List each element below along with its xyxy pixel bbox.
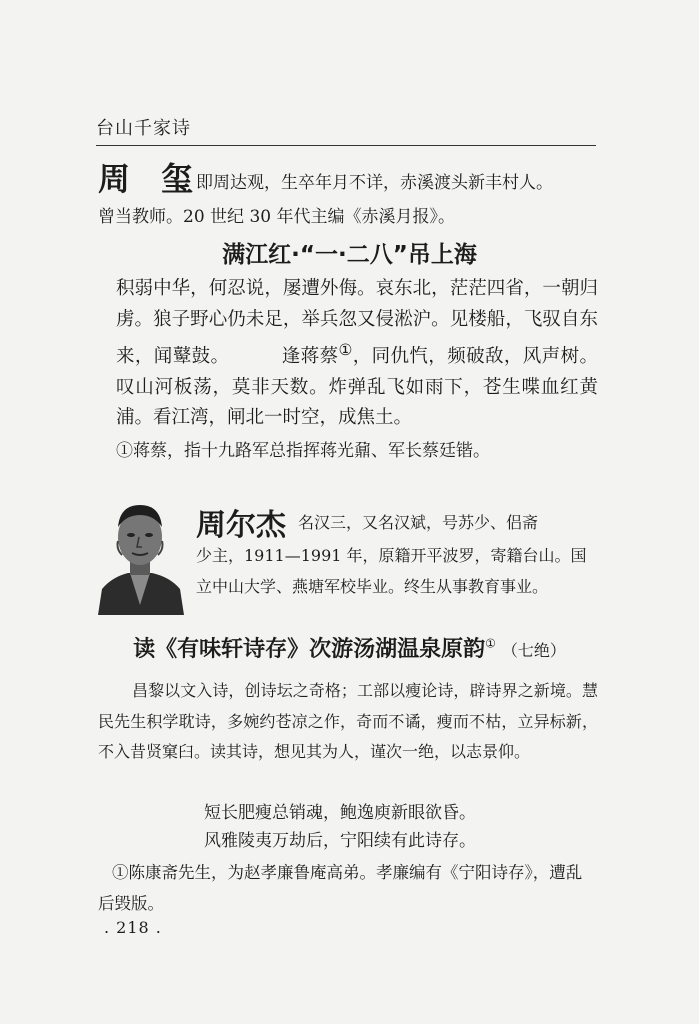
poem-second-stanza-start: 逢蒋蔡 <box>281 346 339 368</box>
poem-preface: 昌黎以文入诗，创诗坛之奇格；工部以瘦论诗，辟诗界之新境。慧民先生积学耽诗，多婉约苍凉之作，奇而不谲，瘦而不枯，立异标新，不入昔贤窠臼。读其诗，想见其为人，谨次一绝，以志景仰。 <box>98 681 598 761</box>
page-number: . 218 . <box>104 918 162 937</box>
poem-title: 满江红·“一·二八”吊上海 <box>222 242 477 268</box>
author-name-2: 周尔杰 <box>196 508 286 543</box>
poem-second-stanza: ，同仇忾，频破敌，风声树。叹山河板荡，莫非天数。炸弹乱飞如雨下，苍生喋血红黄浦。看江湾，闸北一时空，成焦土。 <box>116 346 598 429</box>
poem-body <box>116 274 598 434</box>
poem-title-2-text: 读《有味轩诗存》次游汤湖温泉原韵 <box>133 637 486 662</box>
verse-line-2: 风雅陵夷万劫后，宁阳续有此诗存。 <box>204 831 476 851</box>
author-bio: 即周达观，生卒年月不详，赤溪渡头新丰村人。 <box>196 173 553 193</box>
footnote-marker: ① <box>338 341 353 359</box>
running-header: 台山千家诗 <box>96 118 191 139</box>
header-rule <box>96 145 596 146</box>
footnote-2: ①陈康斋先生，为赵孝廉鲁庵高弟。孝廉编有《宁阳诗存》，遭乱后毁版。 <box>98 863 583 913</box>
author-portrait <box>94 497 186 615</box>
author-bio-2-continued: 少主，1911—1991 年，原籍开平波罗，寄籍台山。国立中山大学、燕塘军校毕业。终生从事教育事业。 <box>196 546 587 596</box>
footnote-marker-2: ① <box>485 636 496 651</box>
footnote: ①蒋蔡，指十九路军总指挥蒋光鼐、军长蔡廷锴。 <box>116 441 490 461</box>
author-bio-2: 名汉三，又名汉斌，号苏少、侣斋 <box>298 513 539 532</box>
verse-line-1: 短长肥瘦总销魂，鲍逸庾新眼欲昏。 <box>204 803 476 823</box>
author-name: 周 玺 <box>98 160 204 198</box>
poem-form: （七绝） <box>501 641 566 660</box>
poem-title-2 <box>0 632 699 663</box>
author-bio-continued: 曾当教师。20 世纪 30 年代主编《赤溪月报》。 <box>98 207 455 227</box>
poem-first-stanza: 积弱中华，何忍说，屡遭外侮。哀东北，茫茫四省，一朝归虏。狼子野心仍未足，举兵忽又侵淞沪。见楼船，飞驭自东来，闻鼙鼓。 <box>116 278 598 368</box>
